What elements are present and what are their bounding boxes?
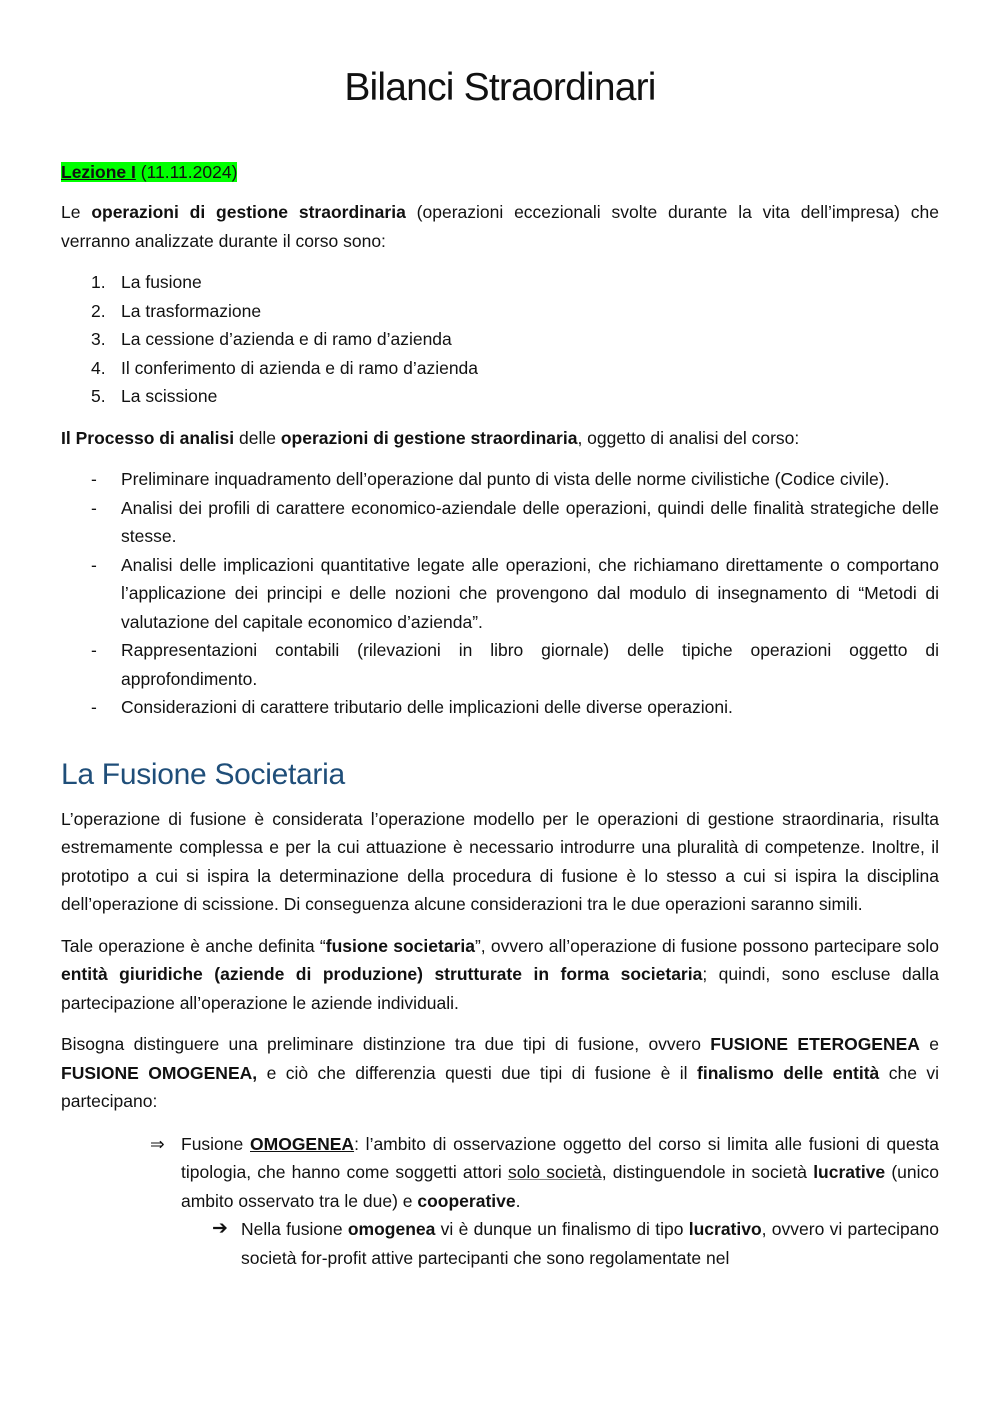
list-number: 2. xyxy=(91,300,106,321)
list-number: 1. xyxy=(91,272,106,292)
list-item-text: Rappresentazioni contabili (rilevazioni in libro giornale) delle tipiche operazioni oggetto di approfondimento. xyxy=(121,640,939,689)
paragraph-text: Bisogna distinguere una preliminare distinzione tra due tipi di fusione, ovvero xyxy=(61,1034,711,1054)
dash-bullet: - xyxy=(91,497,97,518)
list-item xyxy=(61,382,939,411)
list-item-text: Analisi dei profili di carattere economico-aziendale delle operazioni, quindi delle finalità strategiche delle stesse. xyxy=(121,497,939,546)
list-item-text: Considerazioni di carattere tributario delle implicazioni delle diverse operazioni. xyxy=(121,697,733,717)
sub-item-text xyxy=(241,1215,939,1272)
list-item-text: La fusione xyxy=(121,272,202,292)
list-item xyxy=(61,465,939,494)
lesson-highlight xyxy=(61,162,237,182)
paragraph-bold: entità giuridiche (aziende di produzione) strutturate in forma societaria xyxy=(61,964,703,984)
item-bold: lucrativo xyxy=(688,1219,762,1239)
section-heading: La Fusione Societaria xyxy=(61,757,345,791)
process-bold: Il Processo di analisi xyxy=(61,427,235,448)
process-text: , oggetto di analisi del corso: xyxy=(577,427,800,448)
process-list xyxy=(61,465,939,722)
list-item xyxy=(61,325,939,354)
process-paragraph xyxy=(61,424,939,453)
fusion-paragraph-2 xyxy=(61,932,939,1018)
paragraph-text: ”, ovvero all’operazione di fusione possono partecipare solo xyxy=(474,935,939,956)
list-item-text: La cessione d’azienda e di ramo d’azienda xyxy=(121,329,452,349)
item-text: : l’ambito di osservazione oggetto del corso si limita alle fusioni di questa tipologia, che hanno come soggetti attori xyxy=(181,1133,939,1182)
paragraph-bold: fusione societaria xyxy=(325,935,475,956)
double-arrow-icon: ⇒ xyxy=(150,1133,165,1154)
paragraph-text: e xyxy=(919,1034,939,1054)
item-text: vi è dunque un finalismo di tipo xyxy=(435,1219,689,1239)
list-item xyxy=(150,1130,940,1273)
list-item xyxy=(61,494,939,551)
paragraph-bold: FUSIONE OMOGENEA, xyxy=(61,1062,258,1083)
document-title: Bilanci Straordinari xyxy=(344,66,656,109)
item-bold: cooperative xyxy=(417,1190,516,1211)
dash-bullet: - xyxy=(91,554,97,575)
lesson-date: (11.11.2024) xyxy=(140,162,238,182)
paragraph-bold: FUSIONE ETEROGENEA xyxy=(710,1034,920,1054)
document-page xyxy=(61,0,939,1272)
lesson-label: Lezione I xyxy=(61,162,136,182)
paragraph-text: Tale operazione è anche definita “ xyxy=(61,935,326,956)
item-text: , ovvero vi partecipano società for-profit attive partecipanti che sono regolamentate nel xyxy=(241,1219,939,1268)
list-item-text: Analisi delle implicazioni quantitative legate alle operazioni, che richiamano direttamente o comportano l’applicazione dei principi e delle nozioni che provengono dal modulo di insegnamento di “Metodi di valutazione del capitale economico d’azienda”. xyxy=(121,554,939,632)
list-item-text xyxy=(181,1130,939,1216)
item-text: (unico ambito osservato tra le due) e xyxy=(181,1162,940,1211)
intro-text: (operazioni eccezionali svolte durante la vita dell’impresa) che verranno analizzate durante il corso sono: xyxy=(61,202,940,251)
list-item-text: Il conferimento di azienda e di ramo d’azienda xyxy=(121,357,479,378)
intro-paragraph xyxy=(61,198,939,255)
right-arrow-icon: ➔ xyxy=(212,1218,228,1239)
item-text: Fusione xyxy=(181,1133,251,1154)
dash-bullet: - xyxy=(91,697,97,717)
paragraph-text: che vi partecipano: xyxy=(61,1062,940,1111)
process-bold: operazioni di gestione straordinaria xyxy=(280,427,578,448)
intro-text: Le xyxy=(61,202,92,222)
list-item xyxy=(61,636,939,693)
list-item xyxy=(61,551,939,637)
item-text: , distinguendole in società xyxy=(601,1162,814,1182)
list-item xyxy=(61,354,939,383)
intro-bold: operazioni di gestione straordinaria xyxy=(91,202,406,222)
fusion-types-list xyxy=(61,1130,939,1273)
paragraph-bold: finalismo delle entità xyxy=(697,1062,880,1083)
item-bold: omogenea xyxy=(347,1219,436,1239)
list-item-text: Preliminare inquadramento dell’operazione dal punto di vista delle norme civilistiche (Codice civile). xyxy=(121,469,890,489)
lesson-header xyxy=(61,160,939,184)
operations-list xyxy=(61,268,939,411)
item-bold: lucrative xyxy=(813,1162,886,1182)
list-item xyxy=(61,268,939,297)
dash-bullet: - xyxy=(91,469,97,489)
list-item xyxy=(61,693,939,722)
list-number: 5. xyxy=(91,386,106,406)
list-number: 4. xyxy=(91,357,106,378)
list-item-text: La scissione xyxy=(121,386,218,406)
list-item-text: La trasformazione xyxy=(121,300,262,321)
list-item xyxy=(61,297,939,326)
sub-list-item xyxy=(212,1215,939,1272)
paragraph-text: ; quindi, sono escluse dalla partecipazione all’operazione le aziende individuali. xyxy=(61,964,939,1013)
item-underlined: solo società xyxy=(507,1162,602,1182)
paragraph-text: e ciò che differenzia questi due tipi di fusione è il xyxy=(257,1062,697,1083)
process-text: delle xyxy=(234,427,281,448)
item-text: Nella fusione xyxy=(241,1219,348,1239)
item-bold-underlined: OMOGENEA xyxy=(250,1133,355,1154)
item-text: . xyxy=(515,1190,521,1211)
dash-bullet: - xyxy=(91,640,97,660)
list-number: 3. xyxy=(91,329,106,349)
fusion-paragraph-1: L’operazione di fusione è considerata l’operazione modello per le operazioni di gestione straordinaria, risulta estremamente complessa e per la cui attuazione è necessario introdurre una pluralità di competenze. Inoltre, il prototipo a cui si ispira la determinazione della procedura di fusione è lo stesso a cui si ispira la disciplina dell’operazione di scissione. Di conseguenza alcune considerazioni tra le due operazioni saranno simili. xyxy=(61,808,939,914)
fusion-paragraph-3 xyxy=(61,1030,939,1116)
